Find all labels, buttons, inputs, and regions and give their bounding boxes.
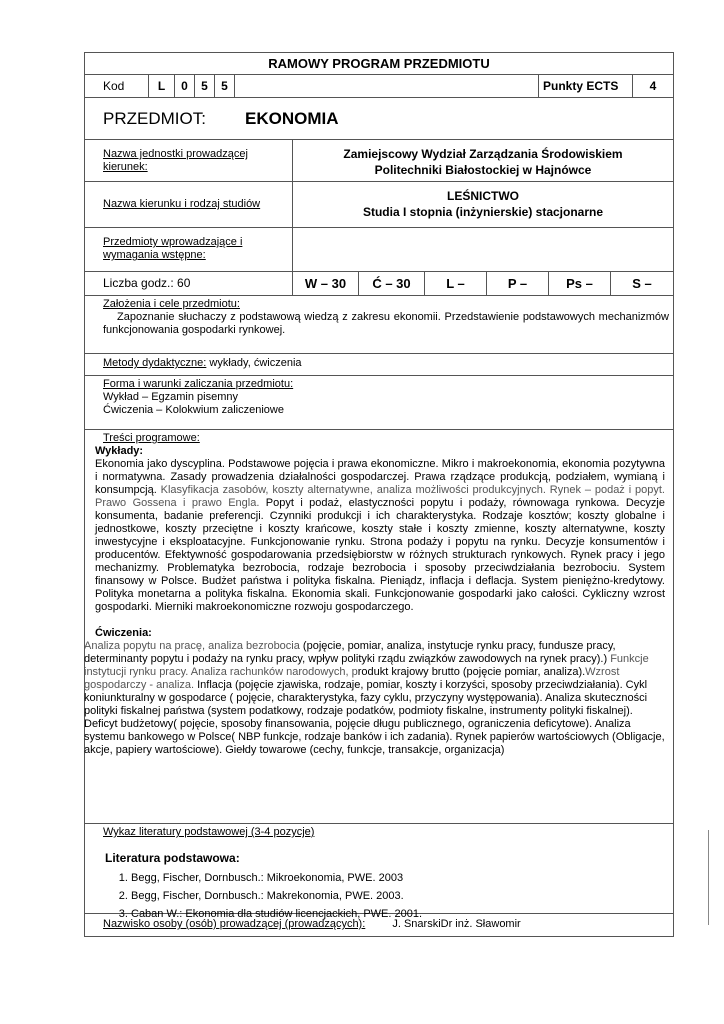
goals-section xyxy=(85,296,673,354)
subject-row xyxy=(85,98,673,140)
methods-label: Metody dydaktyczne: xyxy=(103,357,207,369)
hours-s: S – xyxy=(632,276,652,291)
lecturer-name: J. SnarskiDr inż. Sławomir xyxy=(392,918,521,930)
hours-p: P – xyxy=(487,272,549,295)
code-blank-cell xyxy=(235,75,539,97)
program-section xyxy=(85,430,673,824)
exercises-text-f: Inflacja (pojęcie zjawiska, rodzaje, pomiar, koszty i korzyści, sposoby przeciwdziałania). Cykl koniunkturalny w gospodarce ( pojęcie, charakterystyka, fazy cyklu, przyczyny występowania). Analiza skuteczności polityki fiskalnej państwa (system podatkowy, rodzaje podatków, podmioty fiskalne, instrumenty polityki fiskalnej). Deficyt budżetowy( pojęcie, sposoby finansowania, pojęcie długu publicznego, ograniczenia deficytowe). Analiza systemu bankowego w Polsce( NBP funkcje, rodzaje banków i ich zadania). Rynek papierów wartościowych (Obligacje, akcje, papiery wartościowe). Giełdy towarowe (cechy, funkcje, transakcje, organizacja) xyxy=(84,679,665,756)
lectures-text-a: Ekonomia jako dyscyplina. Podstawowe pojęcia i prawa ekonomiczne. Mikro i makroekonomia, ekonomia pozytywna i normatywna. Zasady prowadzenia działalności gospodarczej. Prawa rządzące produkcją, podziałem, wymianą i konsumpcją. xyxy=(95,458,665,496)
assessment-section xyxy=(85,376,673,430)
literature-section xyxy=(85,824,673,920)
code-char-2: 0 xyxy=(175,75,195,97)
exercises-text-a: Analiza popytu na pracę, analiza bezrobocia xyxy=(84,640,300,652)
exercises-text xyxy=(84,640,673,757)
lectures-text-c: Popyt i podaż, elastyczności popytu i podaży, równowaga rynkowa. Decyzje konsumenta, badanie preferencji. Czynniki produkcji i ich charakterystyka. Rodzaje kosztów; koszty globalne i jednostkowe, koszty przeciętne i koszty krańcowe, koszty stałe i koszty zmienne, koszty alternatywne, koszty inwestycyjne i eksploatacyjne. xyxy=(95,497,665,548)
exercises-text-b: (pojęcie, pomiar, analiza, instytucje rynku pracy, fundusze pracy, determinanty popytu i podaży na rynku pracy, wpływ polityki rządu związków zawodowych na rynek pracy).) xyxy=(84,640,616,665)
prereq-label: Przedmioty wprowadzające i wymagania wstępne: xyxy=(85,228,293,271)
prereq-value xyxy=(293,228,673,271)
document-title: RAMOWY PROGRAM PRZEDMIOTU xyxy=(85,53,673,75)
program-table xyxy=(84,52,674,937)
literature-item: 3. Caban W.: Ekonomia dla studiów licencjackich, PWE. 2001. xyxy=(131,905,673,923)
lectures-text xyxy=(95,458,665,614)
lectures-heading: Wykłady: xyxy=(95,445,144,457)
ects-label: Punkty ECTS xyxy=(539,75,633,97)
lectures-text-b: Klasyfikacja zasobów, koszty alternatywne, analiza możliwości produkcyjnych. Rynek – podaż i popyt. Prawo Gossena i prawo Engla. xyxy=(95,484,665,509)
field-value xyxy=(293,182,673,227)
hours-row xyxy=(85,272,673,296)
literature-item: 1. Begg, Fischer, Dornbusch.: Mikroekonomia, PWE. 2003 xyxy=(131,869,673,887)
goals-label: Założenia i cele przedmiotu: xyxy=(103,298,240,310)
field-row xyxy=(85,182,673,228)
exercises-text-c: Funkcje instytucji rynku pracy. Analiza rachunków narodowych, p xyxy=(84,653,649,678)
exercises-heading: Ćwiczenia: xyxy=(95,627,152,639)
unit-value-line1: Zamiejscowy Wydział Zarządzania Środowiskiem xyxy=(343,147,623,161)
hours-label: Liczba godz.: 60 xyxy=(85,272,293,295)
literature-block xyxy=(85,839,673,923)
code-char-3: 5 xyxy=(195,75,215,97)
code-label: Kod xyxy=(85,75,149,97)
program-label: Treści programowe: xyxy=(103,432,200,444)
lectures-block xyxy=(85,445,673,640)
lecturer-section xyxy=(85,914,673,936)
assessment-label: Forma i warunki zaliczania przedmiotu: xyxy=(103,378,294,390)
unit-row xyxy=(85,140,673,182)
assessment-line2: Ćwiczenia – Kolokwium zaliczeniowe xyxy=(103,404,284,416)
hours-w: W – 30 xyxy=(293,272,359,295)
code-char-4: 5 xyxy=(215,75,235,97)
prereq-row xyxy=(85,228,673,272)
hours-c: Ć – 30 xyxy=(359,272,425,295)
field-label: Nazwa kierunku i rodzaj studiów xyxy=(85,182,293,227)
lectures-text-d: Funkcjonowanie rynku. Strona podaży i popytu na rynku. Decyzje konsumentów i producentów. Efektywność gospodarowania przedsiębiorstw w różnych strukturach rynkowych. Rynek pracy i jego mechanizmy. Problematyka bezrobocia, rodzaje bezrobocia i sposoby przeciwdziałania bezrobociu. System finansowy w Polsce. Budżet państwa i polityka fiskalna. Pieniądz, inflacja i deflacja. System pieniężno-kredytowy. Polityka monetarna a polityka fiskalna. Ekonomia skali. Funkcjonowanie gospodarki jako całości. Cykliczny wzrost gospodarki. Mierniki makroekonomiczne rozwoju gospodarczego. xyxy=(95,536,665,613)
code-char-1: L xyxy=(149,75,175,97)
ects-value: 4 xyxy=(649,79,657,93)
exercises-text-e: Wzrost gospodarczy - analiza. xyxy=(84,666,620,691)
hours-ps: Ps – xyxy=(549,272,611,295)
subject-label: PRZEDMIOT: xyxy=(103,109,206,128)
field-value-line2: Studia I stopnia (inżynierskie) stacjonarne xyxy=(362,205,604,219)
exercises-text-d: rodukt krajowy brutto (pojęcie pomiar, analiza). xyxy=(357,666,586,678)
lecturer-label: Nazwisko osoby (osób) prowadzącej (prowadzących): xyxy=(103,918,366,930)
unit-value-line2: Politechniki Białostockiej w Hajnówce xyxy=(374,163,592,177)
subject-name: EKONOMIA xyxy=(245,109,339,128)
unit-label: Nazwa jednostki prowadzącej kierunek: xyxy=(85,140,293,181)
literature-item: 2. Begg, Fischer, Dornbusch.: Makrekonomia, PWE. 2003. xyxy=(131,887,673,905)
field-value-line1: LEŚNICTWO xyxy=(447,189,519,203)
margin-line xyxy=(708,830,709,925)
literature-heading: Literatura podstawowa: xyxy=(105,851,240,865)
code-row xyxy=(85,75,673,98)
methods-section xyxy=(85,354,673,376)
goals-text: Zapoznanie słuchaczy z podstawową wiedzą z zakresu ekonomii. Przedstawienie podstawowych mechanizmów funkcjonowania gospodarki rynkowej. xyxy=(103,311,669,336)
assessment-line1: Wykład – Egzamin pisemny xyxy=(103,391,239,403)
hours-l: L – xyxy=(425,272,487,295)
unit-value xyxy=(293,140,673,181)
literature-label: Wykaz literatury podstawowej (3-4 pozycje) xyxy=(103,826,315,838)
methods-text: wykłady, ćwiczenia xyxy=(206,357,302,369)
